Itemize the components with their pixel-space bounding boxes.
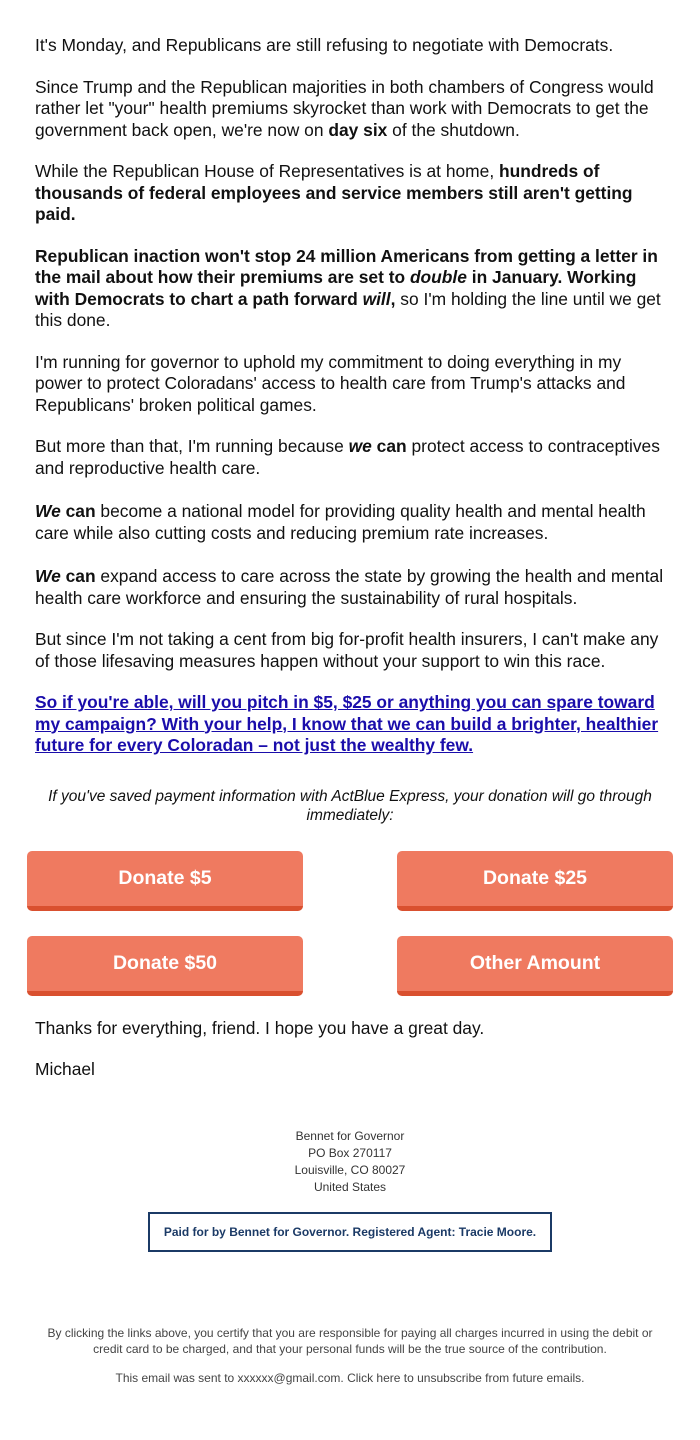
footer-country: United States — [313, 1179, 387, 1194]
donate-row-2 — [0, 936, 700, 996]
paragraph-intro: It's Monday, and Republicans are still refusing to negotiate with Democrats. — [35, 35, 614, 55]
footer-address — [0, 1128, 700, 1196]
paragraph-contraceptives: But more than that, I'm running because we can protect access to contraceptives and reproductive health care. — [35, 436, 660, 478]
donate-25-button[interactable]: Donate $25 — [397, 851, 673, 911]
paragraph-premiums: Republican inaction won't stop 24 million Americans from getting a letter in the mail about how their premiums are set to double in January. Working with Democrats to chart a path forward will, so I'm holding the line until we get this done. — [35, 245, 661, 330]
donate-5-button[interactable]: Donate $5 — [27, 851, 303, 911]
sent-to-line: This email was sent to xxxxxx@gmail.com. Click here to unsubscribe from future emails. — [115, 1370, 585, 1385]
paragraph-insurers: But since I'm not taking a cent from big for-profit health insurers, I can't make any of those lifesaving measures happen without your support to win this race. — [35, 629, 659, 671]
unsubscribe-link[interactable]: . Click here — [340, 1370, 404, 1385]
paragraph-workforce: We can expand access to care across the state by growing the health and mental health care workforce and ensuring the sustainability of rural hospitals. — [35, 566, 664, 608]
donate-50-button[interactable]: Donate $50 — [27, 936, 303, 996]
closing-section — [0, 1018, 700, 1081]
donate-row-1 — [0, 851, 700, 911]
paragraph-national-model: We can become a national model for providing quality health and mental health care while also cutting costs and reducing premium rate increases. — [35, 501, 646, 543]
footer-org: Bennet for Governor — [295, 1128, 405, 1143]
paid-for-text: Paid for by Bennet for Governor. Registered Agent: Tracie Moore. — [163, 1224, 537, 1239]
donate-cta-link[interactable]: So if you're able, will you pitch in $5, $25 or anything you can spare toward my campaign? With your help, I know that we can build a brighter, healthier future for every Coloradan – not just the wealthy few. — [35, 692, 659, 755]
recipient-email: xxxxxx@gmail.com — [237, 1370, 341, 1385]
signature: Michael — [35, 1059, 95, 1079]
footer-city: Louisville, CO 80027 — [294, 1162, 406, 1177]
paragraph-federal-employees: While the Republican House of Representatives is at home, hundreds of thousands of federal employees and service members still aren't getting paid. — [35, 161, 633, 224]
paragraph-governor: I'm running for governor to uphold my commitment to doing everything in my power to protect Coloradans' access to health care from Trump's attacks and Republicans' broken political games. — [35, 351, 626, 415]
other-amount-button[interactable]: Other Amount — [397, 936, 673, 996]
paid-for-disclaimer — [148, 1212, 552, 1252]
actblue-note: If you've saved payment information with ActBlue Express, your donation will go through immediately: — [48, 787, 652, 824]
footer-po-box: PO Box 270117 — [308, 1145, 392, 1160]
paragraph-shutdown: Since Trump and the Republican majorities in both chambers of Congress would rather let "your" health premiums skyrocket than work with Democrats to get the government back open, we're now on day six of the shutdown. — [35, 76, 654, 140]
closing-text: Thanks for everything, friend. I hope you have a great day. — [35, 1017, 485, 1038]
legal-disclaimer: By clicking the links above, you certify that you are responsible for paying all charges incurred in using the debit or credit card to be charged, and that your personal funds will be the true source of the contribution. — [47, 1325, 653, 1356]
